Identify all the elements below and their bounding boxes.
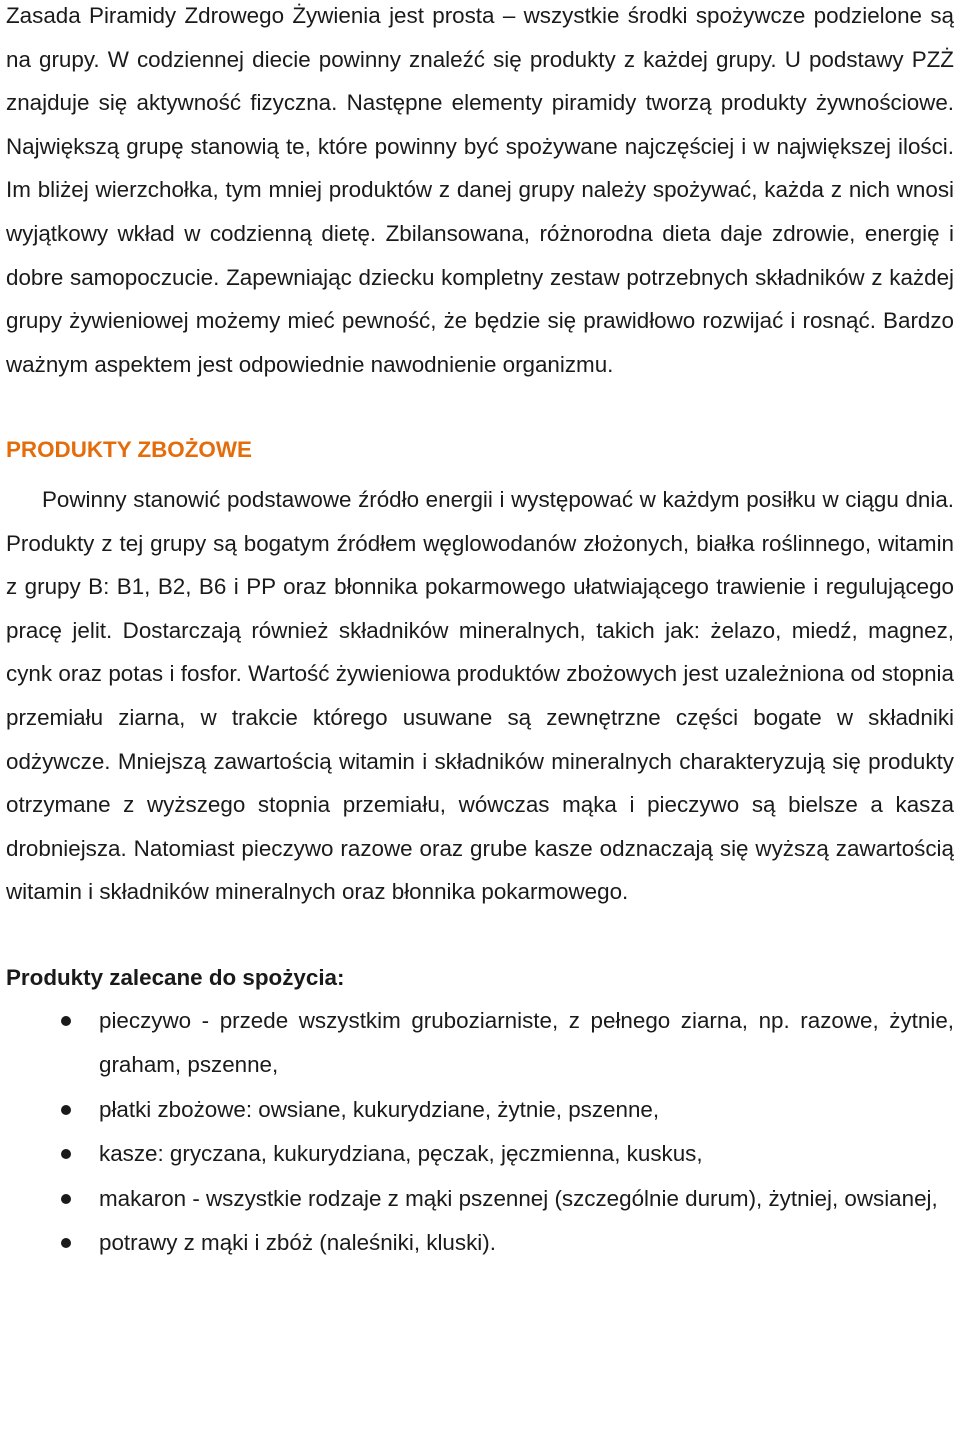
bullet-icon xyxy=(61,1105,71,1115)
recommended-list xyxy=(6,999,954,1265)
intro-paragraph: Zasada Piramidy Zdrowego Żywienia jest prosta – wszystkie środki spożywcze podzielone są na grupy. W codziennej diecie powinny znaleźć się produkty z każdej grupy. U podstawy PZŻ znajduje się aktywność fizyczna. Następne elementy piramidy tworzą produkty żywnościowe. Największą grupę stanowią te, które powinny być spożywane najczęściej i w największej ilości. Im bliżej wierzchołka, tym mniej produktów z danej grupy należy spożywać, każda z nich wnosi wyjątkowy wkład w codzienną dietę. Zbilansowana, różnorodna dieta daje zdrowie, energię i dobre samopoczucie. Zapewniając dziecku kompletny zestaw potrzebnych składników z każdej grupy żywieniowej możemy mieć pewność, że będzie się prawidłowo rozwijać i rosnąć. Bardzo ważnym aspektem jest odpowiednie nawodnienie organizmu. xyxy=(6,3,954,377)
list-item xyxy=(6,1132,954,1176)
list-item xyxy=(6,1221,954,1265)
spacer xyxy=(6,914,954,956)
document-page xyxy=(6,0,954,1266)
spacer xyxy=(6,386,954,428)
bullet-icon xyxy=(61,1194,71,1204)
list-item xyxy=(6,1177,954,1221)
list-item xyxy=(6,1088,954,1132)
list-item-text: pieczywo - przede wszystkim gruboziarniste, z pełnego ziarna, np. razowe, żytnie, graham, pszenne, xyxy=(99,1008,954,1078)
section-body-paragraph: Powinny stanowić podstawowe źródło energii i występować w każdym posiłku w ciągu dnia. Produkty z tej grupy są bogatym źródłem węglowodanów złożonych, białka roślinnego, witamin z grupy B: B1, B2, B6 i PP oraz błonnika pokarmowego ułatwiającego trawienie i regulującego pracę jelit. Dostarczają również składników mineralnych, takich jak: żelazo, miedź, magnez, cynk oraz potas i fosfor. Wartość żywieniowa produktów zbożowych jest uzależniona od stopnia przemiału ziarna, w trakcie którego usuwane są zewnętrzne części bogate w składniki odżywcze. Mniejszą zawartością witamin i składników mineralnych charakteryzują się produkty otrzymane z wyższego stopnia przemiału, wówczas mąka i pieczywo są bielsze a kasza drobniejsza. Natomiast pieczywo razowe oraz grube kasze odznaczają się wyższą zawartością witamin i składników mineralnych oraz błonnika pokarmowego. xyxy=(6,486,954,905)
list-item-text: kasze: gryczana, kukurydziana, pęczak, jęczmienna, kuskus, xyxy=(99,1141,703,1167)
list-item xyxy=(6,999,954,1086)
recommended-heading: Produkty zalecane do spożycia: xyxy=(6,964,345,990)
bullet-icon xyxy=(61,1238,71,1248)
list-item-text: makaron - wszystkie rodzaje z mąki pszennej (szczególnie durum), żytniej, owsianej, xyxy=(99,1185,938,1211)
section-heading: PRODUKTY ZBOŻOWE xyxy=(6,437,252,463)
list-item-text: potrawy z mąki i zbóż (naleśniki, kluski). xyxy=(99,1230,496,1256)
list-item-text: płatki zbożowe: owsiane, kukurydziane, żytnie, pszenne, xyxy=(99,1096,660,1122)
bullet-icon xyxy=(61,1149,71,1159)
bullet-icon xyxy=(61,1016,71,1026)
